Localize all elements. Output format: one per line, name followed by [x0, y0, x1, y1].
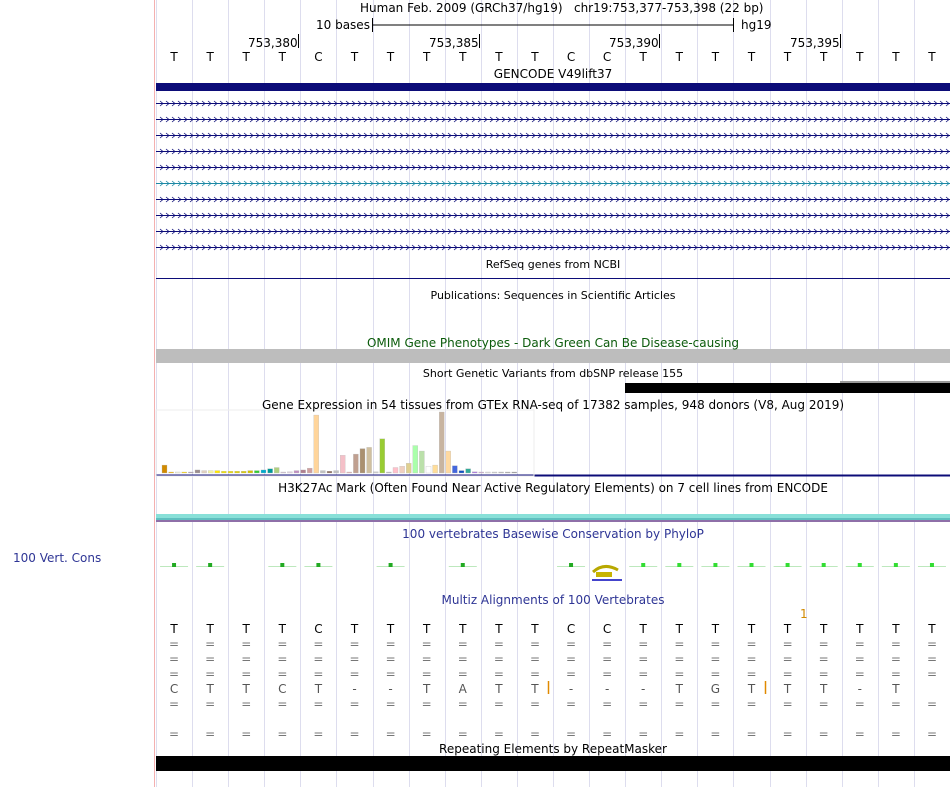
- gtex-bar: [320, 471, 325, 473]
- alignment-base: =: [854, 652, 865, 666]
- multiz-title: Multiz Alignments of 100 Vertebrates: [441, 593, 665, 607]
- alignment-base: =: [349, 727, 360, 741]
- gtex-bar: [274, 468, 279, 473]
- alignment-base: =: [638, 667, 649, 681]
- alignment-base: =: [349, 637, 360, 651]
- alignment-base: T: [892, 622, 900, 636]
- base-letter: T: [242, 50, 250, 64]
- base-letter: T: [820, 50, 828, 64]
- refseq-title: RefSeq genes from NCBI: [485, 258, 621, 271]
- alignment-base: =: [205, 652, 216, 666]
- gtex-bar: [182, 472, 187, 473]
- alignment-base: T: [531, 622, 539, 636]
- gtex-bar: [512, 472, 517, 473]
- alignment-base: =: [421, 637, 432, 651]
- alignment-base: =: [385, 697, 396, 711]
- alignment-base: =: [313, 727, 324, 741]
- coord-label: 753,395: [790, 36, 840, 50]
- alignment-base: =: [385, 727, 396, 741]
- alignment-base: T: [206, 622, 214, 636]
- gtex-bar: [221, 471, 226, 473]
- alignment-base: =: [385, 667, 396, 681]
- cons-mark: [930, 563, 934, 567]
- base-letter: T: [206, 50, 214, 64]
- gtex-bar: [235, 471, 240, 473]
- alignment-base: T: [350, 622, 359, 636]
- gtex-bar: [347, 472, 352, 473]
- alignment-base: T: [206, 682, 214, 696]
- gtex-bar: [505, 472, 510, 473]
- alignment-base: =: [493, 637, 504, 651]
- alignment-base: =: [674, 697, 685, 711]
- coord-label: 753,385: [429, 36, 479, 50]
- alignment-base: T: [675, 622, 683, 636]
- gtex-bar: [459, 471, 464, 473]
- alignment-base: =: [602, 667, 613, 681]
- alignment-base: -: [857, 682, 862, 696]
- alignment-base: =: [241, 637, 252, 651]
- gtex-bar: [188, 472, 193, 473]
- alignment-base: =: [926, 652, 938, 666]
- base-letter: T: [639, 50, 647, 64]
- track-labels-panel: [0, 0, 155, 787]
- base-letter: T: [278, 50, 286, 64]
- alignment-base: =: [674, 727, 685, 741]
- cons-mark: [641, 563, 645, 567]
- alignment-base: =: [349, 652, 360, 666]
- alignment-base: =: [602, 697, 613, 711]
- base-letter: T: [747, 50, 756, 64]
- alignment-base: T: [495, 622, 503, 636]
- base-letter: C: [602, 50, 612, 64]
- alignment-base: =: [349, 697, 360, 711]
- alignment-base: =: [241, 697, 252, 711]
- alignment-base: =: [169, 652, 180, 666]
- h3k27ac-title: H3K27Ac Mark (Often Found Near Active Regulatory Elements) on 7 cell lines from ENCODE: [278, 481, 828, 495]
- alignment-base: =: [890, 637, 901, 651]
- cons-mark: [316, 563, 320, 567]
- alignment-base: =: [169, 727, 180, 741]
- alignment-base: =: [638, 637, 649, 651]
- base-letter: C: [314, 50, 323, 64]
- alignment-base: G: [710, 682, 721, 696]
- scale-text: 10 bases: [316, 18, 370, 32]
- publications-title: Publications: Sequences in Scientific Articles: [430, 289, 676, 302]
- alignment-base: T: [783, 622, 792, 636]
- alignment-base: T: [242, 622, 250, 636]
- alignment-base: =: [205, 697, 216, 711]
- alignment-base: T: [386, 622, 395, 636]
- base-letter: T: [783, 50, 792, 64]
- conservation-title: 100 vertebrates Basewise Conservation by PhyloP: [402, 527, 704, 541]
- alignment-base: C: [169, 682, 179, 696]
- gtex-bar: [386, 472, 391, 473]
- base-letter: T: [711, 50, 720, 64]
- coord-label: 753,390: [609, 36, 659, 50]
- alignment-base: =: [457, 667, 468, 681]
- position-text: chr19:753,377-753,398 (22 bp): [573, 1, 764, 15]
- gtex-bar: [307, 468, 312, 473]
- gtex-title: Gene Expression in 54 tissues from GTEx RNA-seq of 17382 samples, 948 donors (V8, Aug 2019): [261, 398, 845, 412]
- gtex-bar: [406, 463, 411, 473]
- alignment-base: =: [710, 667, 721, 681]
- cons-mark: [822, 563, 826, 567]
- alignment-base: =: [890, 727, 901, 741]
- alignment-base: =: [457, 652, 468, 666]
- h3k27ac-layer-1: [156, 514, 950, 518]
- gtex-bar: [367, 447, 372, 473]
- alignment-base: T: [747, 622, 756, 636]
- alignment-base: T: [820, 682, 828, 696]
- alignment-base: =: [746, 697, 757, 711]
- alignment-base: =: [674, 652, 685, 666]
- dbsnp-bar-black: [625, 383, 950, 393]
- alignment-base: =: [818, 652, 829, 666]
- alignment-base: T: [856, 622, 864, 636]
- alignment-base: =: [818, 727, 829, 741]
- dbsnp-title: Short Genetic Variants from dbSNP release 155: [422, 367, 684, 380]
- gtex-bar: [426, 466, 431, 473]
- cons-glyph-top: [593, 566, 618, 572]
- alignment-base: =: [782, 652, 793, 666]
- alignment-base: =: [602, 637, 613, 651]
- gtex-bar: [433, 465, 438, 473]
- gtex-bar: [499, 472, 504, 473]
- alignment-base: =: [566, 637, 577, 651]
- base-letter: T: [928, 50, 936, 64]
- alignment-base: =: [890, 697, 901, 711]
- alignment-base: =: [602, 727, 613, 741]
- gtex-bar: [400, 466, 405, 473]
- alignment-base: T: [459, 622, 467, 636]
- alignment-base: =: [529, 697, 541, 711]
- alignment-base: =: [421, 727, 432, 741]
- alignment-base: -: [641, 682, 646, 696]
- alignment-base: =: [926, 637, 938, 651]
- alignment-base: T: [531, 682, 539, 696]
- base-letter: T: [495, 50, 503, 64]
- base-letter: T: [892, 50, 900, 64]
- alignment-base: T: [928, 622, 936, 636]
- gtex-bar: [439, 412, 444, 473]
- gtex-bar: [287, 472, 292, 473]
- cons-glyph-mid: [596, 572, 612, 577]
- alignment-base: =: [493, 727, 504, 741]
- gtex-bar: [175, 472, 180, 473]
- alignment-base: =: [854, 637, 865, 651]
- alignment-base: =: [710, 637, 721, 651]
- alignment-base: =: [457, 697, 468, 711]
- alignment-base: =: [349, 667, 360, 681]
- alignment-base: T: [783, 682, 792, 696]
- alignment-base: =: [746, 652, 757, 666]
- h3k27ac-layer-2: [156, 518, 950, 520]
- gtex-bar: [241, 471, 246, 473]
- alignment-base: C: [566, 622, 576, 636]
- gtex-bar: [195, 470, 200, 473]
- alignment-base: C: [602, 622, 612, 636]
- gtex-bar: [202, 471, 207, 473]
- base-letter: T: [856, 50, 864, 64]
- base-letter: T: [531, 50, 539, 64]
- cons-label[interactable]: 100 Vert. Cons: [13, 551, 102, 565]
- gtex-bar: [353, 454, 358, 473]
- gtex-bar: [254, 471, 259, 473]
- alignment-base: =: [529, 667, 541, 681]
- gtex-bar: [452, 466, 457, 473]
- alignment-base: =: [674, 667, 685, 681]
- alignment-base: =: [457, 727, 468, 741]
- alignment-base: T: [423, 622, 431, 636]
- alignment-base: =: [277, 697, 288, 711]
- alignment-base: =: [638, 697, 649, 711]
- cons-mark: [786, 563, 790, 567]
- repeatmasker-title: Repeating Elements by RepeatMasker: [439, 742, 667, 756]
- alignment-base: T: [747, 682, 756, 696]
- gtex-bar: [228, 471, 233, 473]
- alignment-base: =: [421, 667, 432, 681]
- gtex-bar: [261, 470, 266, 473]
- gencode-exon-bar: [156, 83, 950, 91]
- alignment-base: =: [313, 652, 324, 666]
- alignment-base: =: [529, 727, 541, 741]
- gtex-bar: [380, 439, 385, 473]
- alignment-base: -: [352, 682, 357, 696]
- alignment-base: T: [278, 622, 286, 636]
- gtex-bar: [472, 472, 477, 473]
- cons-mark: [172, 563, 176, 567]
- gtex-bar: [360, 449, 365, 473]
- alignment-base: =: [710, 652, 721, 666]
- alignment-base: C: [314, 622, 323, 636]
- base-letter: T: [170, 50, 178, 64]
- cons-mark: [750, 563, 754, 567]
- alignment-base: =: [926, 667, 938, 681]
- cons-mark: [677, 563, 681, 567]
- alignment-base: T: [820, 622, 828, 636]
- alignment-base: -: [568, 682, 574, 696]
- alignment-base: =: [602, 652, 613, 666]
- alignment-base: C: [278, 682, 287, 696]
- alignment-base: =: [205, 637, 216, 651]
- base-letter: C: [566, 50, 576, 64]
- alignment-base: =: [529, 637, 541, 651]
- alignment-base: =: [529, 652, 541, 666]
- omim-bar: [156, 349, 950, 363]
- alignment-base: T: [639, 622, 647, 636]
- alignment-base: =: [457, 637, 468, 651]
- alignment-base: =: [782, 727, 793, 741]
- alignment-base: =: [566, 697, 577, 711]
- alignment-base: =: [710, 697, 721, 711]
- alignment-base: =: [890, 652, 901, 666]
- alignment-base: T: [423, 682, 431, 696]
- alignment-base: =: [241, 727, 252, 741]
- alignment-base: =: [746, 667, 757, 681]
- gap-marker: 1: [800, 607, 808, 621]
- alignment-base: =: [674, 637, 685, 651]
- alignment-base: =: [926, 697, 938, 711]
- alignment-base: =: [277, 727, 288, 741]
- alignment-base: =: [241, 667, 252, 681]
- alignment-base: =: [421, 652, 432, 666]
- alignment-base: =: [710, 727, 721, 741]
- cons-mark: [461, 563, 465, 567]
- gtex-bar: [208, 471, 213, 473]
- alignment-base: =: [566, 652, 577, 666]
- alignment-base: =: [890, 667, 901, 681]
- gtex-bar: [373, 472, 378, 473]
- cons-glyph-bottom: [592, 579, 622, 581]
- alignment-base: -: [388, 682, 393, 696]
- cons-mark: [713, 563, 717, 567]
- alignment-base: T: [314, 682, 323, 696]
- alignment-base: =: [782, 697, 793, 711]
- base-letter: T: [350, 50, 359, 64]
- alignment-base: =: [638, 727, 649, 741]
- gtex-bar: [248, 471, 253, 473]
- alignment-base: T: [170, 622, 178, 636]
- cons-mark: [280, 563, 284, 567]
- gtex-bar: [492, 472, 497, 473]
- alignment-base: =: [277, 652, 288, 666]
- alignment-base: =: [818, 697, 829, 711]
- alignment-base: =: [241, 652, 252, 666]
- h3k27ac-layer-3: [156, 520, 950, 522]
- gtex-bar: [340, 455, 345, 473]
- alignment-base: =: [782, 637, 793, 651]
- alignment-base: T: [242, 682, 250, 696]
- gtex-bar: [215, 471, 220, 473]
- alignment-base: =: [818, 667, 829, 681]
- gtex-bar: [419, 451, 424, 473]
- gencode-title: GENCODE V49lift37: [493, 67, 613, 81]
- alignment-base: =: [854, 697, 865, 711]
- base-letter: T: [675, 50, 683, 64]
- gtex-bar: [301, 470, 306, 473]
- alignment-base: =: [205, 727, 216, 741]
- gtex-bar: [169, 472, 174, 473]
- alignment-base: =: [205, 667, 216, 681]
- alignment-base: T: [495, 682, 503, 696]
- gtex-bar: [466, 469, 471, 473]
- alignment-base: =: [169, 697, 180, 711]
- alignment-base: =: [385, 637, 396, 651]
- repeatmasker-bar: [156, 756, 950, 771]
- alignment-base: =: [818, 637, 829, 651]
- coord-label: 753,380: [248, 36, 298, 50]
- alignment-base: =: [277, 667, 288, 681]
- alignment-base: =: [746, 727, 757, 741]
- cons-mark: [894, 563, 898, 567]
- alignment-base: =: [854, 727, 865, 741]
- alignment-base: =: [277, 637, 288, 651]
- assembly-title: [360, 1, 764, 15]
- gtex-bar: [446, 451, 451, 473]
- omim-title: OMIM Gene Phenotypes - Dark Green Can Be Disease-causing: [366, 336, 740, 350]
- db-label: hg19: [741, 18, 772, 32]
- gtex-bar: [281, 472, 286, 473]
- assembly-name: Human Feb. 2009 (GRCh37/hg19): [360, 1, 563, 15]
- alignment-base: =: [566, 727, 577, 741]
- gtex-bar: [393, 468, 398, 473]
- alignment-base: =: [746, 637, 757, 651]
- gtex-bar: [413, 446, 418, 473]
- alignment-base: T: [675, 682, 683, 696]
- gtex-bar: [294, 471, 299, 473]
- alignment-base: A: [458, 682, 467, 696]
- alignment-base: =: [566, 667, 577, 681]
- alignment-base: =: [493, 652, 504, 666]
- gtex-bar: [485, 472, 490, 473]
- base-letter: T: [459, 50, 467, 64]
- alignment-base: =: [385, 652, 396, 666]
- alignment-base: =: [169, 667, 180, 681]
- gtex-bar: [327, 471, 332, 473]
- alignment-base: =: [493, 697, 504, 711]
- alignment-base: =: [854, 667, 865, 681]
- alignment-base: -: [604, 682, 610, 696]
- base-letter: T: [386, 50, 395, 64]
- gtex-bar: [268, 469, 273, 473]
- cons-mark: [208, 563, 212, 567]
- cons-mark: [858, 563, 862, 567]
- alignment-base: T: [711, 622, 720, 636]
- alignment-base: =: [638, 652, 649, 666]
- alignment-base: =: [313, 667, 324, 681]
- alignment-base: =: [782, 667, 793, 681]
- gtex-bar: [314, 415, 319, 473]
- alignment-base: =: [493, 667, 504, 681]
- alignment-base: =: [313, 697, 324, 711]
- gtex-bar: [334, 471, 339, 473]
- alignment-base: =: [169, 637, 180, 651]
- gtex-bar: [479, 472, 484, 473]
- cons-mark: [389, 563, 393, 567]
- alignment-base: =: [313, 637, 324, 651]
- cons-mark: [569, 563, 573, 567]
- alignment-base: =: [926, 727, 938, 741]
- alignment-base: T: [892, 682, 900, 696]
- gtex-bar: [162, 465, 167, 473]
- alignment-base: =: [421, 697, 432, 711]
- base-letter: T: [423, 50, 431, 64]
